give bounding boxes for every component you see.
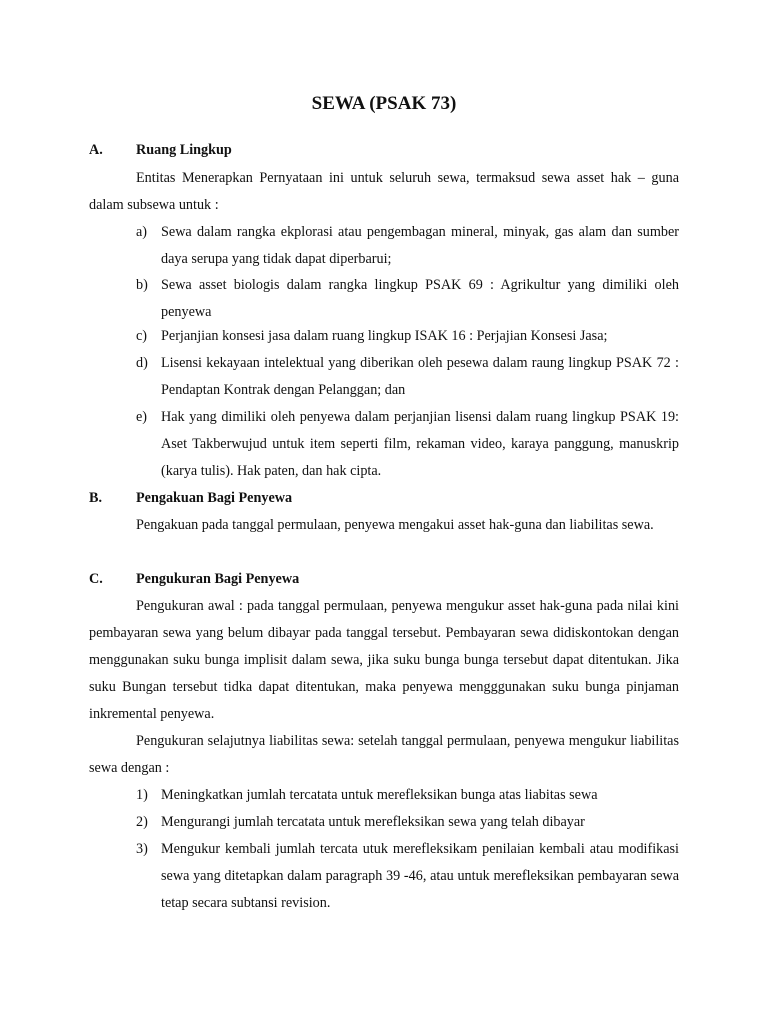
list-item-text: Meningkatkan jumlah tercatata untuk merefleksikan bunga atas liabitas sewa (161, 787, 598, 803)
list-item-text: Sewa asset biologis dalam rangka lingkup PSAK 69 : Agrikultur yang dimiliki oleh penyewa (161, 277, 679, 320)
list-marker: 2) (136, 814, 148, 830)
section-a-title: Ruang Lingkup (136, 142, 232, 158)
list-item-text: Sewa dalam rangka ekplorasi atau pengembagan mineral, minyak, gas alam dan sumber daya serupa yang tidak dapat diperbarui; (161, 224, 679, 267)
list-item-3 (136, 836, 679, 917)
section-c-heading (89, 571, 299, 588)
section-b-letter: B. (89, 490, 103, 506)
list-item-text: Lisensi kekayaan intelektual yang diberikan oleh pesewa dalam raung lingkup PSAK 72 : Pendaptan Kontrak dengan Pelanggan; dan (161, 355, 679, 398)
list-item-1 (136, 782, 679, 809)
list-item-2 (136, 809, 679, 836)
list-item-e (136, 404, 679, 485)
list-marker: 3) (136, 841, 148, 857)
section-a-heading (89, 142, 232, 159)
list-item-b (136, 272, 679, 326)
list-item-c (136, 323, 679, 350)
section-c-title: Pengukuran Bagi Penyewa (136, 571, 300, 587)
list-marker: a) (136, 224, 148, 240)
section-c-paragraph-2: Pengukuran selajutnya liabilitas sewa: setelah tanggal permulaan, penyewa mengukur liabilitas sewa dengan : (89, 733, 679, 776)
list-item-a (136, 219, 679, 273)
section-a-intro: Entitas Menerapkan Pernyataan ini untuk seluruh sewa, termaksud sewa asset hak – guna dalam subsewa untuk : (89, 170, 679, 213)
section-a-letter: A. (89, 142, 103, 158)
section-b-paragraph: Pengakuan pada tanggal permulaan, penyewa mengakui asset hak-guna dan liabilitas sewa. (136, 517, 654, 533)
list-item-text: Mengukur kembali jumlah tercata utuk merefleksikam penilaian kembali atau modifikasi sewa yang ditetapkan dalam paragraph 39 -46, atau untuk merefleksikan pembayaran sewa tetap secara subtansi revision. (161, 841, 679, 911)
section-b-title: Pengakuan Bagi Penyewa (136, 490, 293, 506)
list-marker: e) (136, 409, 148, 425)
page-title: SEWA (PSAK 73) (311, 93, 457, 114)
list-marker: c) (136, 328, 148, 344)
section-c-letter: C. (89, 571, 103, 587)
list-marker: b) (136, 277, 148, 293)
section-c-paragraph-1: Pengukuran awal : pada tanggal permulaan, penyewa mengukur asset hak-guna pada nilai kini pembayaran sewa yang belum dibayar pada tanggal tersebut. Pembayaran sewa didiskontokan dengan menggunakan suku bunga implisit dalam sewa, jika suku bunga bunga tersebut dapat ditentukan. Jika suku Bungan tersebut tidka dapat ditentukan, maka penyewa mengggunakan suku bunga pinjaman inkremental penyewa. (89, 598, 679, 722)
section-b-heading (89, 490, 292, 507)
list-marker: 1) (136, 787, 148, 803)
list-marker: d) (136, 355, 148, 371)
list-item-text: Mengurangi jumlah tercatata untuk merefleksikan sewa yang telah dibayar (161, 814, 585, 830)
list-item-d (136, 350, 679, 404)
list-item-text: Hak yang dimiliki oleh penyewa dalam perjanjian lisensi dalam ruang lingkup PSAK 19: Aset Takberwujud untuk item seperti film, rekaman video, karaya panggung, manuskrip (karya tulis). Hak paten, dan hak cipta. (161, 409, 679, 479)
list-item-text: Perjanjian konsesi jasa dalam ruang lingkup ISAK 16 : Perjajian Konsesi Jasa; (161, 328, 608, 344)
